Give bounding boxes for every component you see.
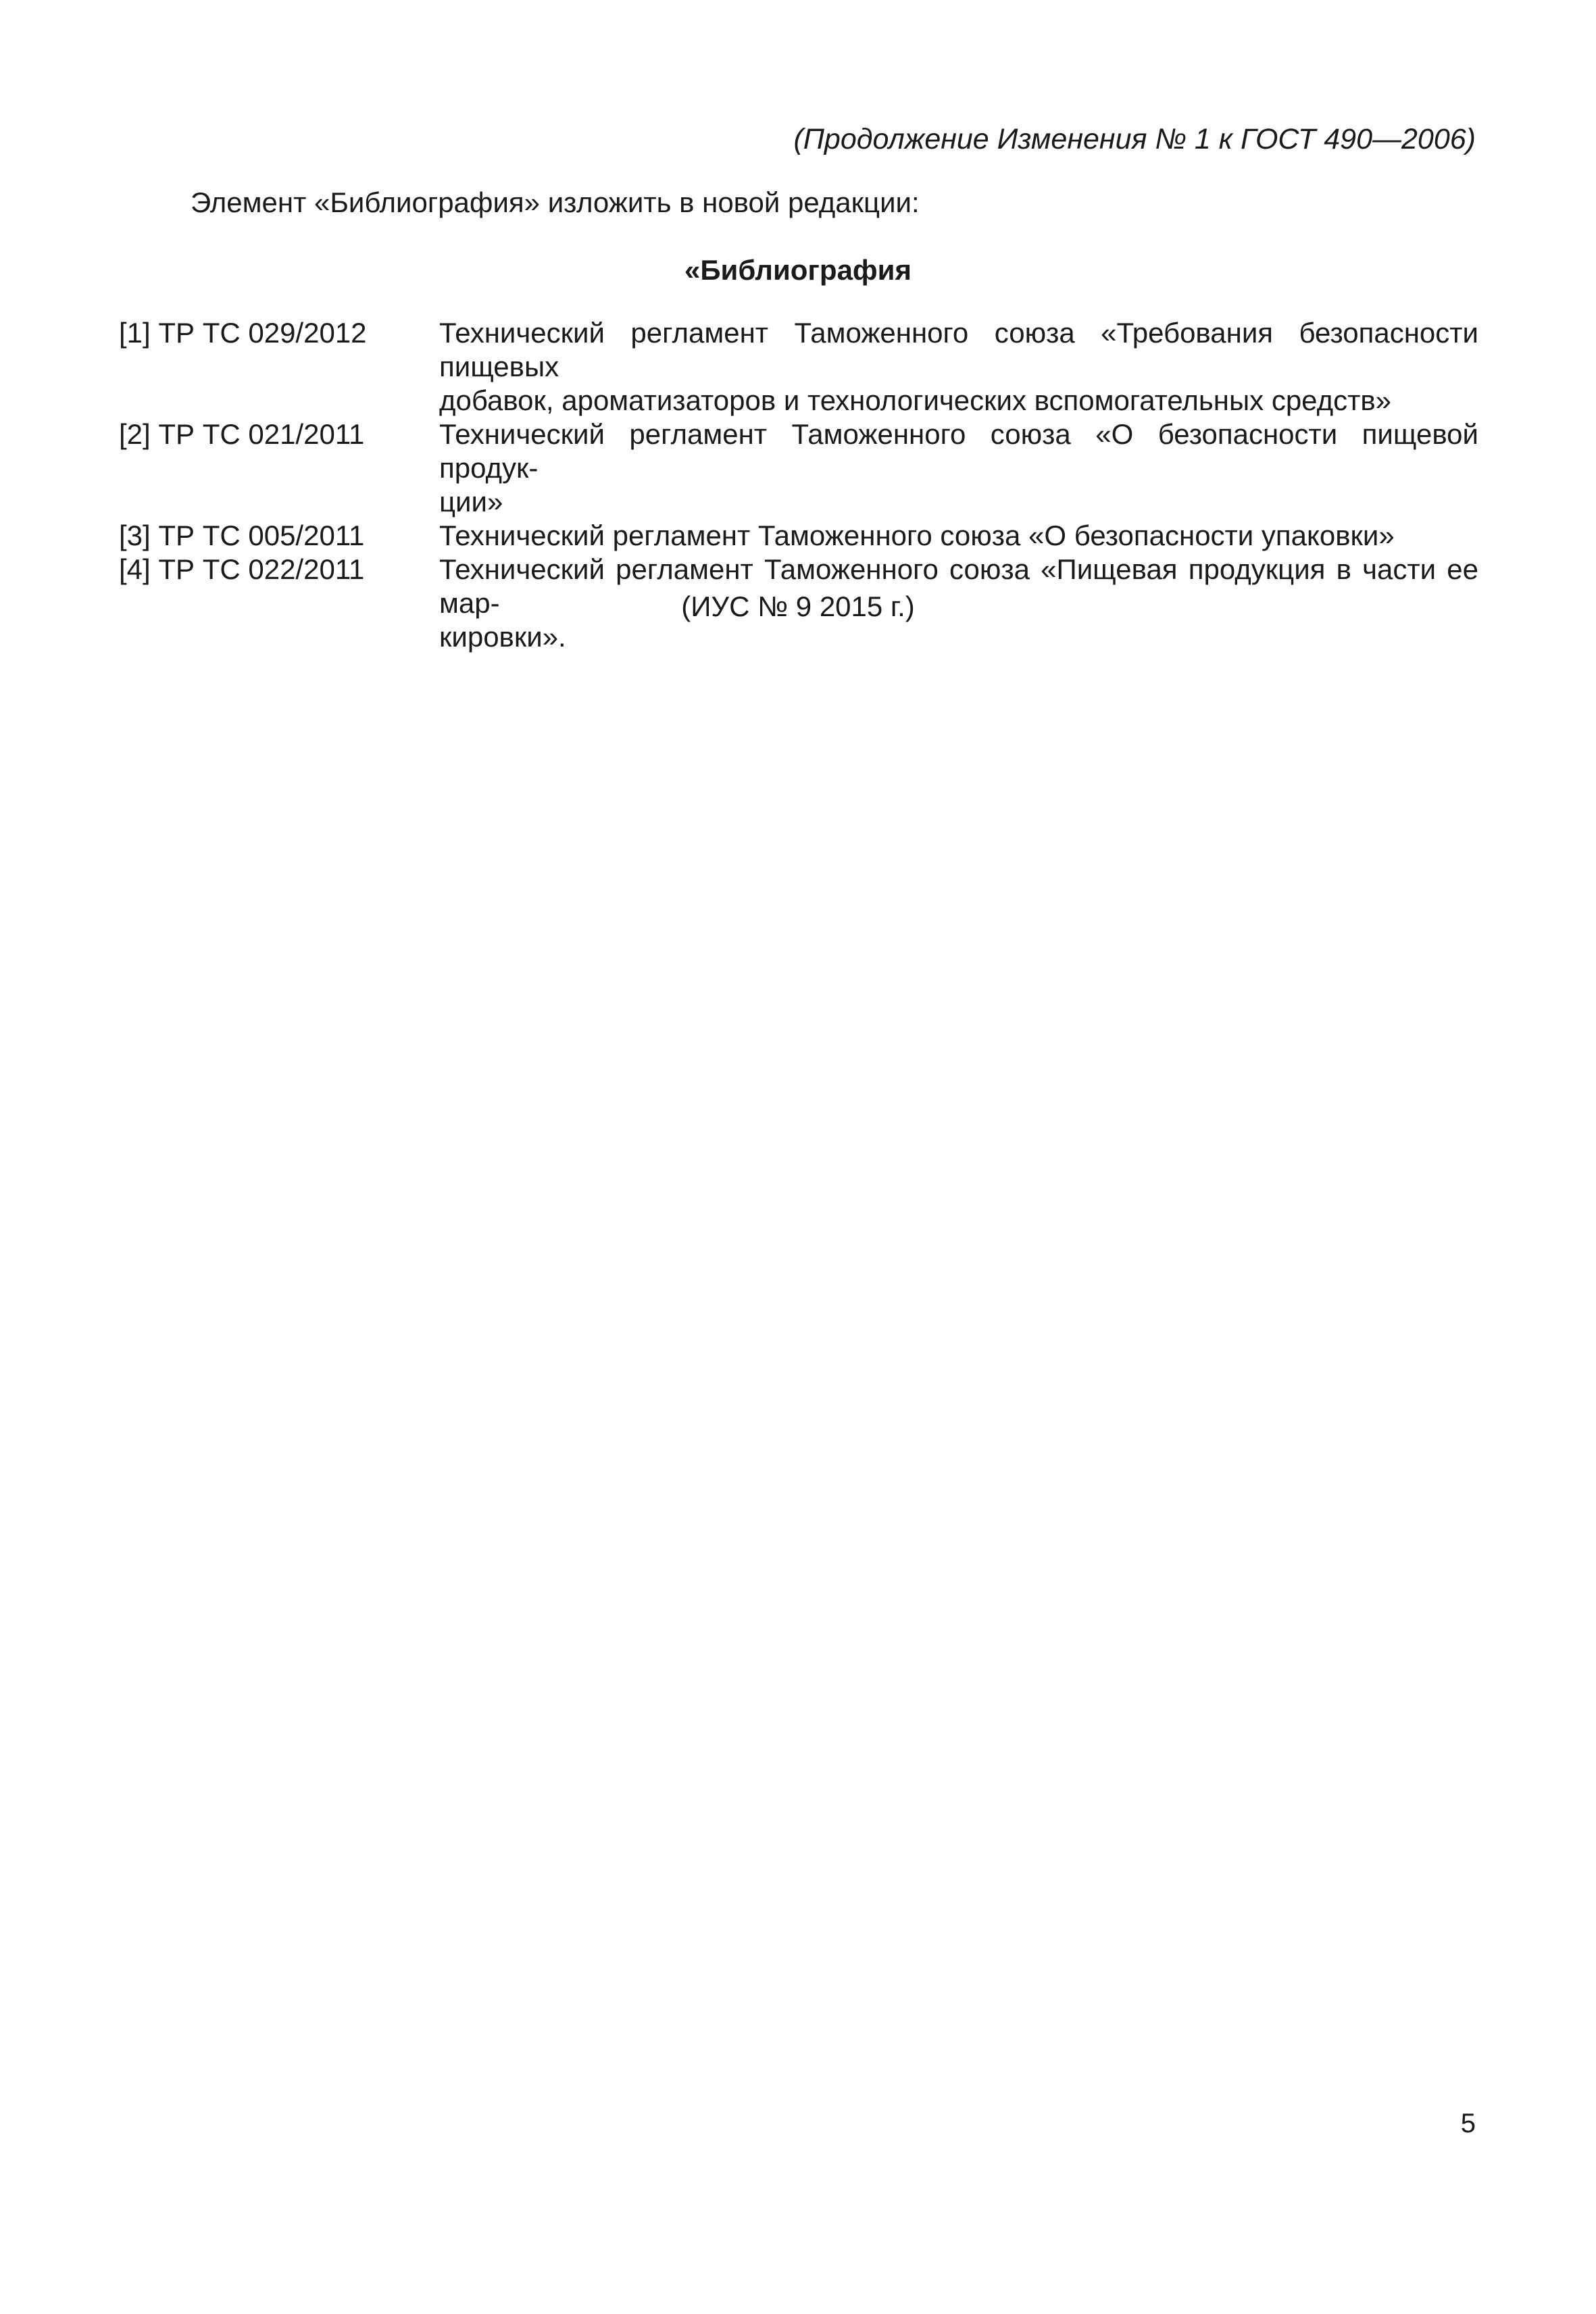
bibliography-item [119, 519, 1478, 553]
ius-note: (ИУС № 9 2015 г.) [681, 590, 915, 622]
bibliography-item-line: ции» [439, 486, 503, 518]
bibliography-item-text [439, 316, 1478, 418]
bibliography-item [119, 316, 1478, 418]
bibliography-item [119, 418, 1478, 519]
bibliography-item-text [439, 418, 1478, 519]
bibliography-item-id: [1] ТР ТС 029/2012 [119, 317, 367, 349]
bibliography-title: «Библиография [684, 254, 912, 286]
continuation-header: (Продолжение Изменения № 1 к ГОСТ 490—2006) [793, 123, 1476, 155]
bibliography-item-id: [3] ТР ТС 005/2011 [119, 520, 365, 551]
intro-paragraph: Элемент «Библиография» изложить в новой редакции: [191, 186, 920, 218]
bibliography-item-text [439, 519, 1478, 553]
bibliography-item-id: [2] ТР ТС 021/2011 [119, 418, 365, 450]
bibliography-item-line: Технический регламент Таможенного союза «О безопасности пищевой продук- [439, 418, 1478, 484]
page-number: 5 [1460, 2109, 1476, 2138]
bibliography-item-line: Технический регламент Таможенного союза «Пищевая продукция в части ее мар- [439, 553, 1478, 619]
bibliography-item-id: [4] ТР ТС 022/2011 [119, 553, 365, 585]
bibliography-item-line: кировки». [439, 621, 566, 653]
bibliography-item-line: Технический регламент Таможенного союза «Требования безопасности пищевых [439, 317, 1478, 382]
bibliography-item-line: Технический регламент Таможенного союза «О безопасности упаковки» [439, 520, 1395, 551]
bibliography-item-line: добавок, ароматизаторов и технологических вспомогательных средств» [439, 384, 1392, 416]
